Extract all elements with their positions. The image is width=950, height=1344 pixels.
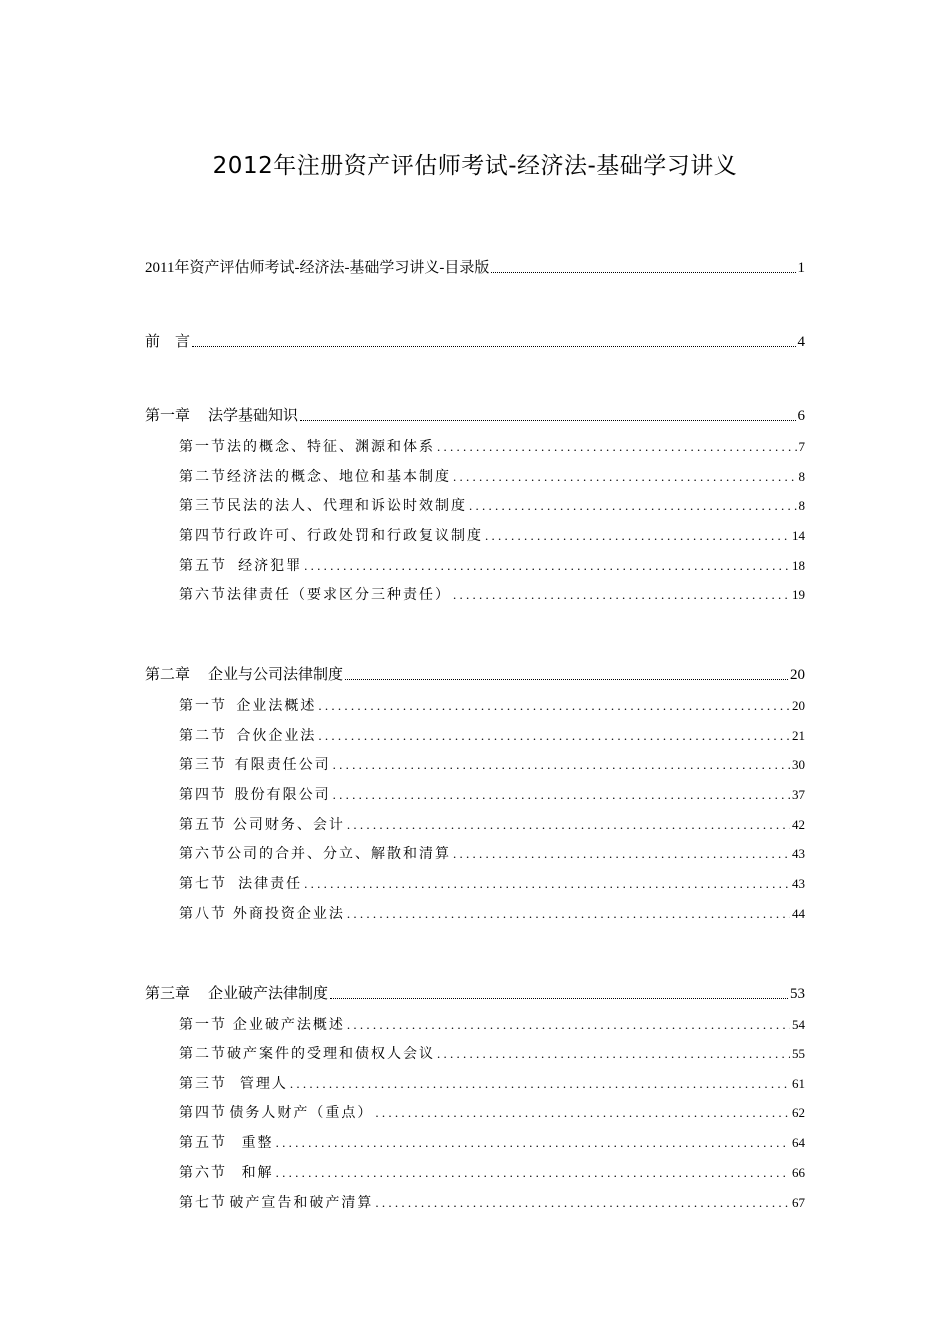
toc-label: 管理人: [239, 1077, 288, 1092]
toc-entry-17[interactable]: [179, 903, 805, 923]
toc-number: 第四节: [179, 788, 227, 803]
dot-leader: [304, 876, 790, 892]
dot-leader: [375, 1195, 790, 1211]
toc-label: 法学基础知识: [208, 408, 299, 424]
toc-page-number: 43: [792, 876, 805, 891]
toc-entry-10[interactable]: [179, 695, 805, 715]
toc-number: 第一节: [179, 1018, 227, 1033]
dot-leader: [347, 1017, 790, 1033]
toc-entry-11[interactable]: [179, 725, 805, 745]
toc-entry-5[interactable]: [179, 495, 805, 515]
dot-leader: [453, 587, 790, 603]
dot-leader: [300, 420, 795, 421]
toc-number: 第四节: [179, 1106, 227, 1121]
toc-entry-16[interactable]: [179, 873, 805, 893]
toc-page-number: 42: [792, 817, 805, 832]
toc-page-number: 7: [798, 439, 805, 454]
toc-page-number: 21: [792, 728, 805, 743]
dot-leader: [318, 698, 790, 714]
toc-entry-18[interactable]: [145, 982, 805, 1003]
toc-number: 第三节: [179, 758, 227, 773]
toc-page-number: 8: [798, 498, 805, 513]
dot-leader: [437, 439, 797, 455]
toc-entry-8[interactable]: [179, 584, 805, 604]
toc-label: 民法的法人、代理和诉讼时效制度: [227, 499, 467, 514]
toc-number: 第二章: [145, 667, 191, 683]
toc-label: 法律责任: [238, 877, 303, 892]
toc-number: 第一章: [145, 408, 191, 424]
toc-page-number: 14: [792, 528, 805, 543]
dot-leader: [345, 679, 788, 680]
toc-page-number: 62: [792, 1105, 805, 1120]
toc-label: 法律责任（要求区分三种责任）: [227, 588, 451, 603]
toc-entry-23[interactable]: [179, 1132, 805, 1152]
toc-label: 前 言: [145, 334, 191, 350]
toc-number: 第一节: [179, 440, 227, 455]
toc-number: 第三节: [179, 1077, 227, 1092]
toc-entry-13[interactable]: [179, 784, 805, 804]
toc-page-number: 64: [792, 1135, 805, 1150]
toc-number: 第七节: [179, 877, 227, 892]
dot-leader: [276, 1135, 790, 1151]
dot-leader: [485, 528, 790, 544]
toc-page-number: 6: [797, 408, 805, 424]
dot-leader: [304, 558, 790, 574]
toc-number: 第一节: [179, 699, 227, 714]
toc-entry-7[interactable]: [179, 555, 805, 575]
toc-number: 第八节: [179, 907, 227, 922]
toc-entry-15[interactable]: [179, 843, 805, 863]
toc-page-number: 44: [792, 906, 805, 921]
toc-label: 企业破产法律制度: [208, 986, 329, 1002]
toc-page-number: 66: [792, 1165, 805, 1180]
toc-page-number: 1: [797, 260, 805, 276]
toc-label: 经济法的概念、地位和基本制度: [227, 470, 451, 485]
toc-label: 和解: [241, 1166, 274, 1181]
toc-page-number: 54: [792, 1017, 805, 1032]
toc-label: 重整: [241, 1136, 274, 1151]
toc-label: 破产案件的受理和债权人会议: [227, 1047, 435, 1062]
toc-page-number: 30: [792, 757, 805, 772]
toc-number: 第五节: [179, 559, 227, 574]
toc-page-number: 43: [792, 846, 805, 861]
dot-leader: [192, 346, 795, 347]
dot-leader: [469, 498, 797, 514]
toc-label: 债务人财产（重点）: [229, 1106, 374, 1121]
toc-label: 企业与公司法律制度: [208, 667, 344, 683]
toc-number: 第三节: [179, 499, 227, 514]
toc-page-number: 53: [790, 986, 805, 1002]
toc-number: 第四节: [179, 529, 227, 544]
dot-leader: [347, 906, 790, 922]
toc-page-number: 37: [792, 787, 805, 802]
toc-page-number: 8: [798, 469, 805, 484]
dot-leader: [318, 728, 790, 744]
toc-page-number: 18: [792, 558, 805, 573]
toc-page-number: 20: [790, 667, 805, 683]
toc-number: 第五节: [179, 1136, 227, 1151]
toc-label: 有限责任公司: [234, 758, 331, 773]
toc-entry-6[interactable]: [179, 525, 805, 545]
dot-leader: [437, 1046, 790, 1062]
toc-number: 第六节: [179, 588, 227, 603]
toc-page-number: 67: [792, 1195, 805, 1210]
toc-label: 企业法概述: [236, 699, 317, 714]
toc-page-number: 20: [792, 698, 805, 713]
toc-label: 外商投资企业法: [232, 907, 345, 922]
toc-entry-4[interactable]: [179, 466, 805, 486]
toc-page-number: 19: [792, 587, 805, 602]
toc-label: 合伙企业法: [236, 729, 317, 744]
toc-number: 第六节: [179, 847, 227, 862]
toc-entry-19[interactable]: [179, 1014, 805, 1034]
dot-leader: [453, 846, 790, 862]
toc-entry-12[interactable]: [179, 754, 805, 774]
toc-label: 破产宣告和破产清算: [229, 1196, 374, 1211]
toc-label: 经济犯罪: [238, 559, 303, 574]
toc-number: 第五节: [179, 818, 227, 833]
toc-entry-0[interactable]: [145, 256, 805, 277]
toc-entry-9[interactable]: [145, 663, 805, 684]
toc-number: 第二节: [179, 729, 227, 744]
toc-page-number: 55: [792, 1046, 805, 1061]
toc-number: 第三章: [145, 986, 191, 1002]
toc-label: 2011年资产评估师考试-经济法-基础学习讲义-目录版: [145, 260, 490, 276]
toc-number: 第七节: [179, 1196, 227, 1211]
toc-entry-2[interactable]: [145, 404, 805, 425]
toc-label: 行政许可、行政处罚和行政复议制度: [227, 529, 483, 544]
toc-label: 企业破产法概述: [232, 1018, 345, 1033]
document-title: 2012年注册资产评估师考试-经济法-基础学习讲义: [212, 153, 738, 179]
toc-entry-14[interactable]: [179, 814, 805, 834]
dot-leader: [290, 1076, 790, 1092]
toc-page-number: 61: [792, 1076, 805, 1091]
toc-entry-21[interactable]: [179, 1073, 805, 1093]
toc-label: 公司的合并、分立、解散和清算: [227, 847, 451, 862]
toc-entry-20[interactable]: [179, 1043, 805, 1063]
dot-leader: [453, 469, 797, 485]
toc-number: 第六节: [179, 1166, 227, 1181]
dot-leader: [347, 817, 790, 833]
toc-number: 第二节: [179, 470, 227, 485]
toc-entry-3[interactable]: [179, 436, 805, 456]
toc-entry-22[interactable]: [179, 1102, 805, 1122]
dot-leader: [330, 998, 788, 999]
dot-leader: [491, 272, 795, 273]
toc-entry-1[interactable]: [145, 330, 805, 351]
dot-leader: [333, 757, 790, 773]
toc-entry-25[interactable]: [179, 1192, 805, 1212]
toc-label: 法的概念、特征、渊源和体系: [227, 440, 435, 455]
toc-label: 股份有限公司: [234, 788, 331, 803]
toc-label: 公司财务、会计: [232, 818, 345, 833]
toc-number: 第二节: [179, 1047, 227, 1062]
dot-leader: [375, 1105, 790, 1121]
dot-leader: [276, 1165, 790, 1181]
toc-page-number: 4: [797, 334, 805, 350]
dot-leader: [333, 787, 790, 803]
toc-entry-24[interactable]: [179, 1162, 805, 1182]
